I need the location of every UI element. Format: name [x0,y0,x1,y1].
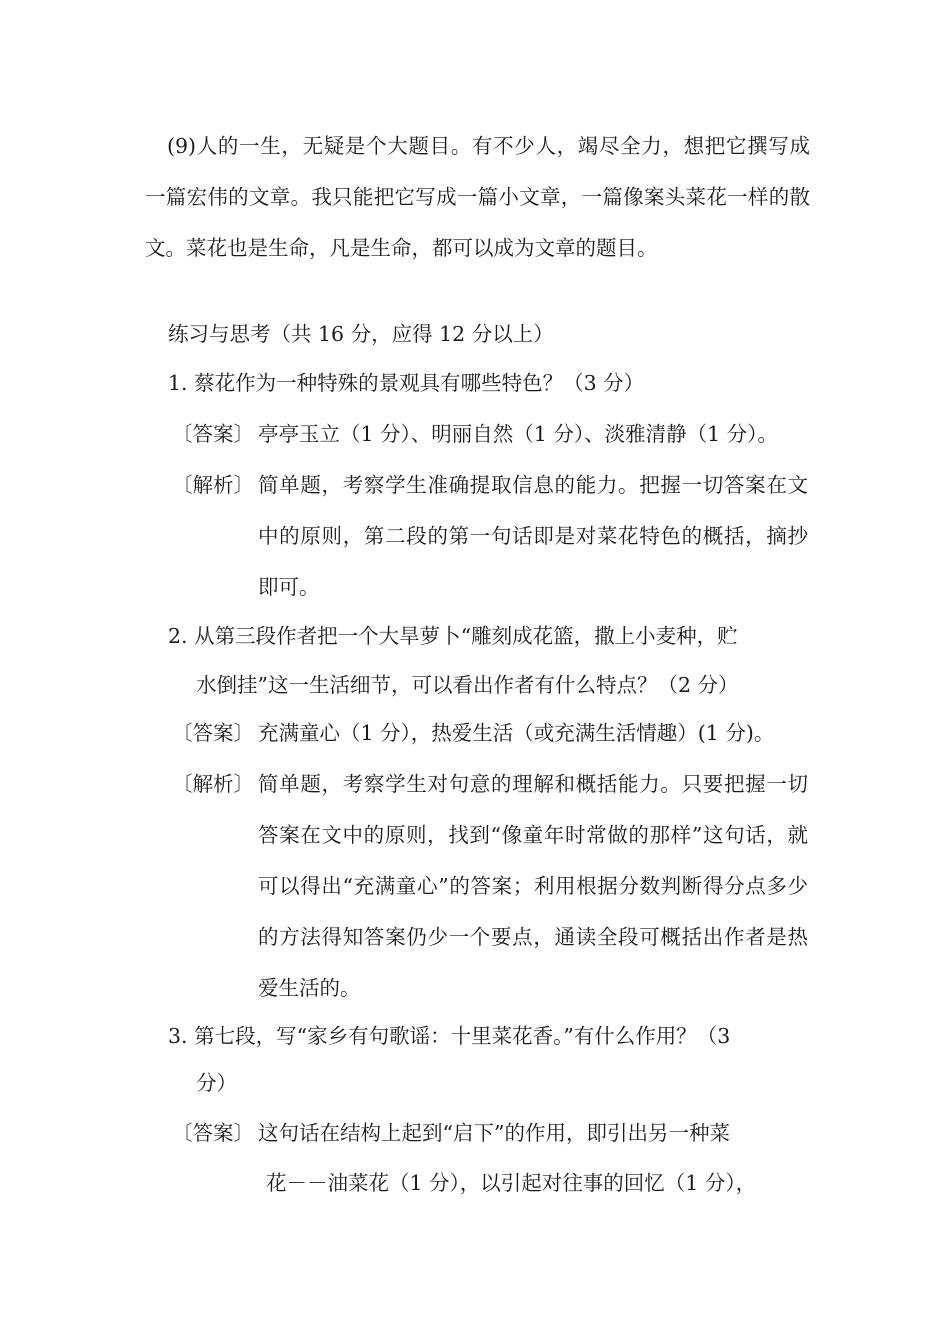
exercise-heading: 练习与思考（共 16 分，应得 12 分以上） [168,322,554,346]
answer-1 [172,409,812,460]
answer-3-line2: 花－－油菜花（1 分），以引起对往事的回忆（1 分）， [266,1171,757,1195]
question-text: 蔡花作为一种特殊的景观具有哪些特色？（3 分） [194,371,645,395]
paragraph-9: (9)人的一生，无疑是个大题目。有不少人，竭尽全力，想把它撰写成一篇宏伟的文章。我只能把它写成一篇小文章，一篇像案头菜花一样的散文。菜花也是生命，凡是生命，都可以成为文章的题目。 [145,134,810,260]
question-text-line1: 从第三段作者把一个大旱萝卜“雕刻成花篮，撒上小麦种，贮 [194,624,738,648]
question-2-line2: 水倒挂”这一生活细节，可以看出作者有什么特点？（2 分） [196,673,739,697]
answer-text: 充满童心（1 分），热爱生活（或充满生活情趣）(1 分)。 [258,721,775,745]
question-3 [168,1011,808,1062]
answer-tag: 〔答案〕 [172,422,254,446]
question-3-line2: 分） [196,1071,237,1095]
analysis-2-text: 简单题，考察学生对句意的理解和概括能力。只要把握一切答案在文中的原则，找到“像童年时常做的那样”这句话，就可以得出“充满童心”的答案；利用根据分数判断得分点多少的方法得知答案仍少一个要点，通读全段可概括出作者是热爱生活的。 [258,772,808,1000]
analysis-tag: 〔解析〕 [172,772,254,796]
answer-text: 亭亭玉立（1 分）、明丽自然（1 分）、淡雅清静（1 分）。 [258,422,778,446]
answer-tag: 〔答案〕 [172,721,254,745]
question-text-line1: 第七段，写“家乡有句歌谣：十里菜花香。”有什么作用？（3 [194,1024,731,1048]
question-1 [168,358,808,409]
analysis-tag: 〔解析〕 [172,473,254,497]
question-number: 2. [168,624,188,648]
question-number: 1. [168,371,188,395]
answer-text-line1: 这句话在结构上起到“启下”的作用，即引出另一种菜 [258,1121,730,1145]
analysis-1-text: 简单题，考察学生准确提取信息的能力。把握一切答案在文中的原则，第二段的第一句话即是对菜花特色的概括，摘抄即可。 [258,473,808,599]
answer-tag: 〔答案〕 [172,1121,254,1145]
question-2 [168,611,808,662]
answer-2 [172,708,812,759]
answer-3 [172,1108,812,1159]
question-number: 3. [168,1024,188,1048]
